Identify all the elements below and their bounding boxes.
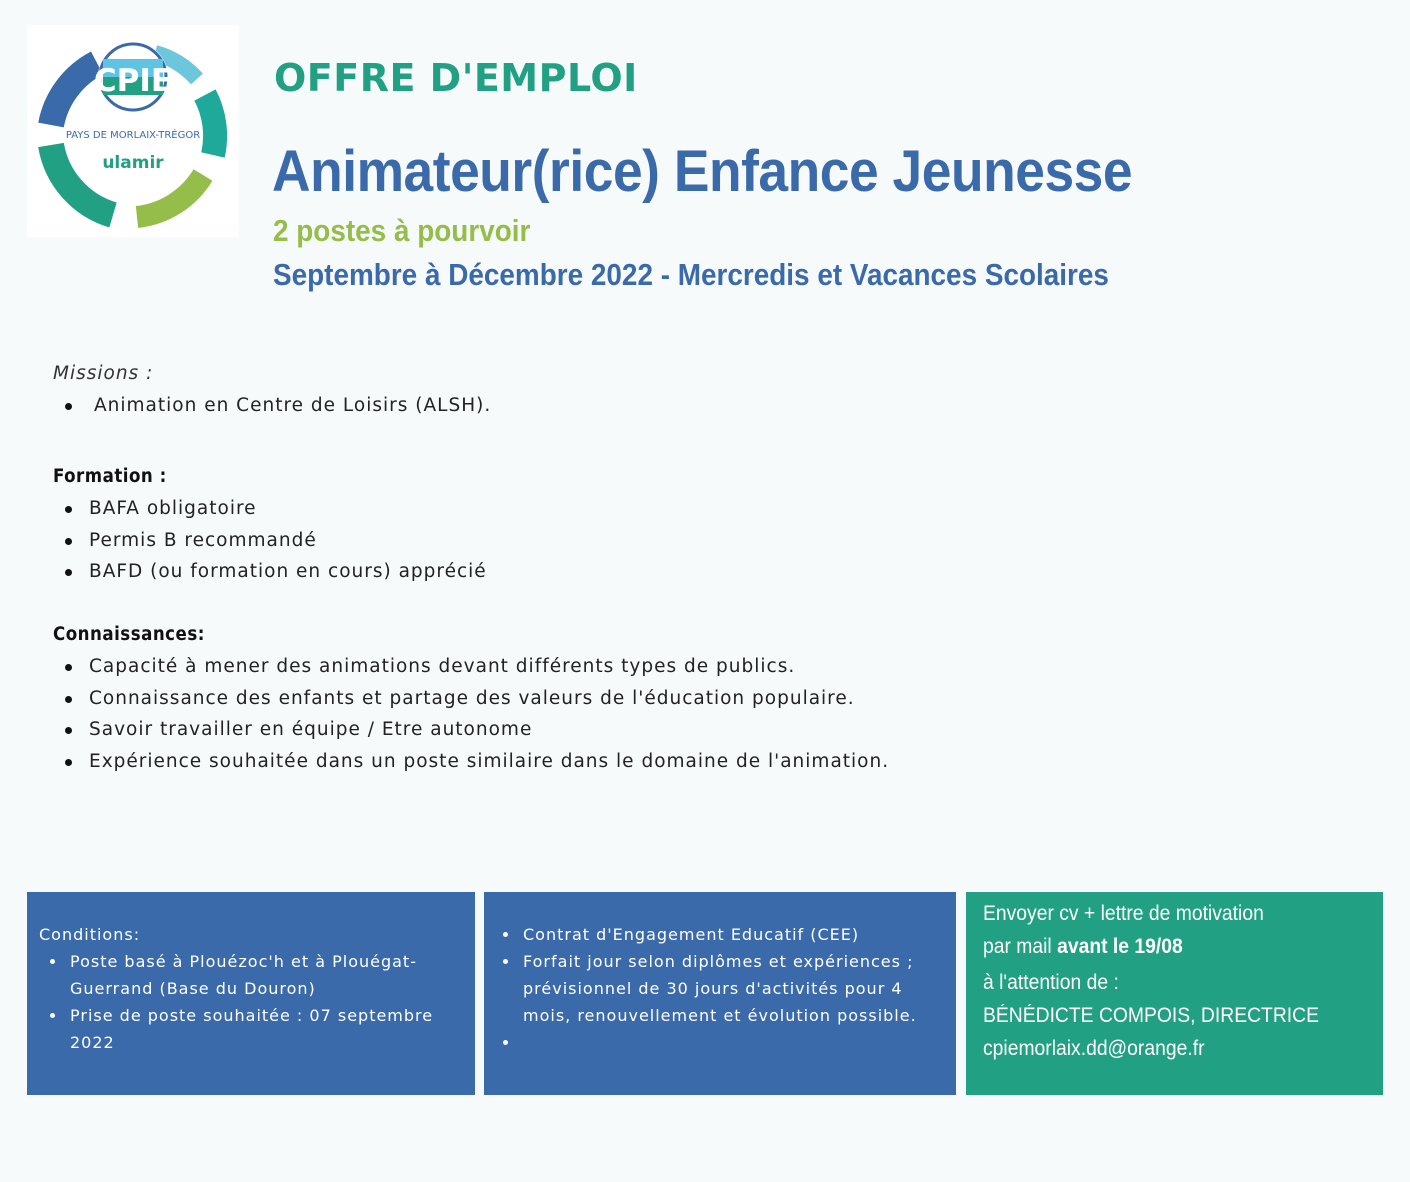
- connaissances-section: [53, 624, 889, 777]
- contact-name: BÉNÉDICTE COMPOIS, DIRECTRICE: [983, 1004, 1319, 1027]
- formation-title: Formation :: [53, 466, 167, 487]
- list-item: BAFD (ou formation en cours) apprécié: [53, 556, 487, 588]
- list-item: Permis B recommandé: [53, 525, 487, 557]
- contract-list: [492, 921, 952, 1029]
- missions-section: [53, 363, 491, 422]
- job-offer-kicker: OFFRE D'EMPLOI: [274, 56, 638, 100]
- list-item: Expérience souhaitée dans un poste similaire dans le domaine de l'animation.: [53, 746, 889, 778]
- logo-acronym: CPIE: [93, 63, 173, 99]
- list-item: Connaissance des enfants et partage des valeurs de l'éducation populaire.: [53, 683, 889, 715]
- formation-list: [53, 493, 487, 588]
- apply-deadline: avant le 19/08: [1057, 935, 1183, 958]
- list-item: Prise de poste souhaitée : 07 septembre 2022: [39, 1002, 459, 1056]
- period-subtitle: Septembre à Décembre 2022 - Mercredis et Vacances Scolaires: [273, 257, 1109, 292]
- missions-title: Missions :: [53, 363, 154, 384]
- list-item: Poste basé à Plouézoc'h et à Plouégat-Guerrand (Base du Douron): [39, 948, 459, 1002]
- list-item: BAFA obligatoire: [53, 493, 487, 525]
- contract-box: [484, 892, 956, 1095]
- attention-line: à l'attention de :: [983, 971, 1119, 994]
- connaissances-title: Connaissances:: [53, 624, 205, 645]
- list-item: Savoir travailler en équipe / Etre autonome: [53, 714, 889, 746]
- logo-region: PAYS DE MORLAIX-TRÉGOR: [65, 130, 201, 141]
- conditions-label: Conditions:: [39, 925, 141, 944]
- apply-deadline-line: [983, 935, 1183, 959]
- apply-box: [966, 892, 1383, 1095]
- formation-section: [53, 466, 487, 588]
- list-item: Capacité à mener des animations devant différents types de publics.: [53, 651, 889, 683]
- contact-email-link[interactable]: cpiemorlaix.dd@orange.fr: [983, 1037, 1205, 1060]
- apply-line: Envoyer cv + lettre de motivation: [983, 902, 1264, 925]
- logo-network: ulamir: [102, 153, 164, 173]
- list-item: Animation en Centre de Loisirs (ALSH).: [53, 390, 491, 422]
- page-title: Animateur(rice) Enfance Jeunesse: [272, 139, 1133, 204]
- conditions-list: [39, 948, 459, 1056]
- positions-subtitle: 2 postes à pourvoir: [273, 213, 531, 248]
- connaissances-list: [53, 651, 889, 777]
- cpie-logo-graphic: [27, 25, 239, 237]
- list-item: Contrat d'Engagement Educatif (CEE): [492, 921, 952, 948]
- cpie-logo: [27, 25, 239, 237]
- missions-list: [53, 390, 491, 422]
- apply-prefix: par mail: [983, 935, 1058, 958]
- list-item: Forfait jour selon diplômes et expériences ; prévisionnel de 30 jours d'activités pour 4 mois, renouvellement et évolution possible.: [492, 948, 952, 1029]
- conditions-box: [27, 892, 475, 1095]
